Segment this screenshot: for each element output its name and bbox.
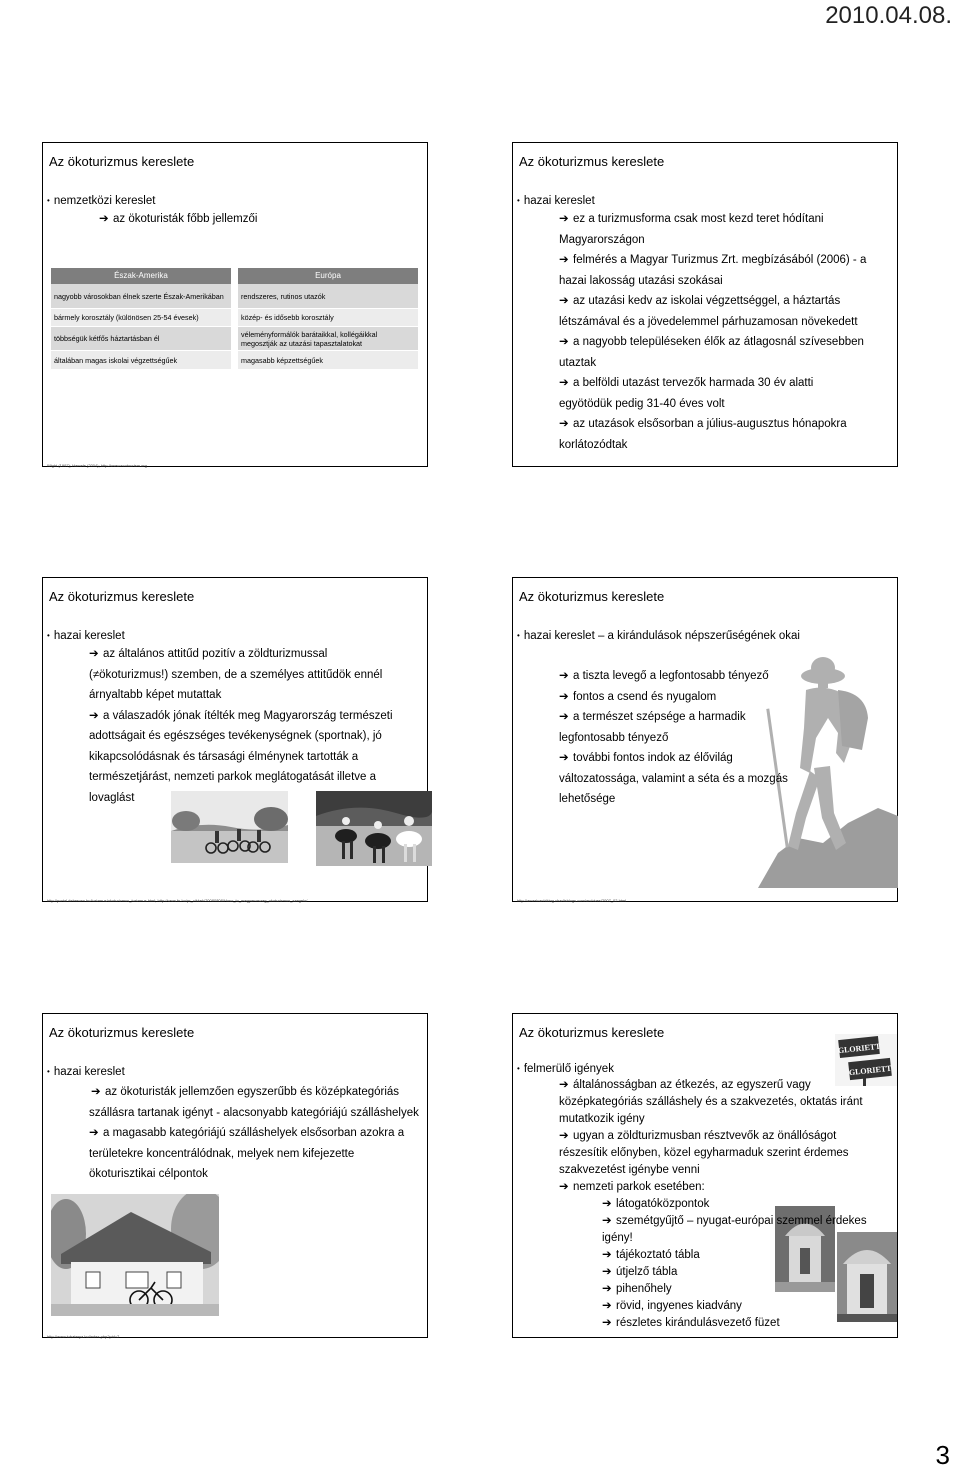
slide-3	[42, 577, 428, 902]
slide-title: Az ökoturizmus kereslete	[49, 154, 195, 169]
text-line	[559, 1264, 867, 1281]
text-line	[559, 1315, 867, 1332]
line-text: rövid, ingyenes kiadvány	[616, 1300, 742, 1312]
text-line	[559, 748, 788, 769]
arrow-right-icon: ➔	[89, 648, 99, 660]
slide-title: Az ökoturizmus kereslete	[519, 589, 665, 604]
horse-riders-photo	[316, 791, 432, 866]
line-text: középkategóriás szálláshely és a szakvezetés, oktatás iránt	[559, 1096, 863, 1108]
table-cell: általában magas iskolai végzettségűek	[51, 351, 231, 370]
line-text: árnyaltabb képet mutattak	[89, 689, 222, 701]
text-line	[559, 435, 866, 456]
line-text: a nagyobb településeken élők az átlagosnál szívesebben	[573, 336, 864, 348]
slide-title: Az ökoturizmus kereslete	[519, 1025, 665, 1040]
arrow-right-icon: ➔	[559, 711, 569, 723]
line-text: további fontos indok az élővilág	[573, 752, 733, 764]
line-text: létszámával és a jövedelemmel párhuzamosan növekedett	[559, 315, 858, 328]
subtitle-text: az ökoturisták főbb jellemzői	[113, 213, 258, 225]
text-line	[559, 1230, 867, 1247]
arrow-right-icon: ➔	[602, 1300, 612, 1312]
line-text: utaztak	[559, 356, 597, 369]
arrow-right-icon: ➔	[99, 213, 109, 225]
line-text: változatossága, valamint a séta és a mozgás	[559, 772, 788, 785]
table-cell: nagyobb városokban élnek szerte Észak-Amerikában	[51, 284, 231, 309]
line-text: területekre koncentrálódnak, melyek nem kifejezette	[89, 1147, 355, 1160]
text-line	[89, 1082, 419, 1103]
line-text: tájékoztató tábla	[616, 1249, 700, 1261]
line-text: ez a turizmusforma csak most kezd teret hódítani	[573, 213, 824, 225]
slide-1	[42, 142, 428, 467]
slide-title: Az ökoturizmus kereslete	[49, 589, 195, 604]
text-line	[89, 685, 393, 706]
text-line	[559, 312, 866, 333]
line-text: Magyarországon	[559, 233, 645, 246]
arrow-right-icon: ➔	[559, 690, 569, 703]
line-text: kikapcsolódásnak és társasági élménynek tartották a	[89, 750, 359, 763]
arrow-right-icon: ➔	[602, 1317, 612, 1329]
line-text: az általános attitűd pozitív a zöldturizmussal	[103, 648, 328, 660]
line-text: az utazási kedv az iskolai végzettséggel, a háztartás	[573, 295, 841, 307]
text-line	[559, 728, 788, 749]
arrow-right-icon: ➔	[559, 752, 569, 764]
arrow-right-icon: ➔	[559, 1130, 569, 1142]
bullet-text: • hazai kereslet	[517, 191, 595, 213]
text-line	[559, 1094, 867, 1111]
text-line	[559, 1077, 867, 1094]
arrow-right-icon: ➔	[602, 1283, 612, 1295]
source-citation: http://americanhiking.charlisblogs.com/archives/2007_02.html	[517, 898, 627, 903]
text-line	[559, 1162, 867, 1179]
line-text: részesítik előnyben, közel egyharmaduk szerint érdemes	[559, 1147, 849, 1159]
text-line	[89, 1144, 419, 1165]
cyclists-photo	[171, 791, 288, 863]
line-text: a belföldi utazást tervezők harmada 30 év alatti	[573, 377, 814, 389]
line-text: a magasabb kategóriájú szálláshelyek elsősorban azokra a	[103, 1127, 405, 1139]
text-block	[559, 1077, 867, 1332]
slide-5	[42, 1013, 428, 1338]
text-line	[559, 414, 866, 435]
line-text: adottságait és egészséges tevékenységnek (sportnak), jó	[89, 730, 382, 742]
text-line	[559, 394, 866, 415]
arrow-right-icon: ➔	[91, 1086, 101, 1098]
table-cell: véleményformálók barátaikkal, kollégáikkal megosztják az utazási tapasztalatokat	[238, 327, 418, 351]
table-cell: rendszeres, rutinos utazók	[238, 284, 418, 309]
line-text: szállásra tartanak igényt - alacsonyabb kategóriájú szálláshelyek	[89, 1106, 419, 1119]
source-citation: http://www.tubaterya.hu/index.php?pid=2	[47, 1334, 120, 1339]
arrow-right-icon: ➔	[559, 1079, 569, 1091]
line-text: a tiszta levegő a legfontosabb tényező	[573, 670, 769, 682]
arrow-right-icon: ➔	[559, 1181, 569, 1193]
line-text: a válaszadók jónak ítélték meg Magyarország természeti	[103, 709, 393, 722]
table-cell: közép- és idősebb korosztály	[238, 309, 418, 327]
arrow-right-icon: ➔	[602, 1198, 612, 1210]
line-text: általánosságban az étkezés, az egyszerű vagy	[573, 1079, 811, 1091]
line-text: ugyan a zöldturizmusban résztvevők az önállóságot	[573, 1130, 837, 1142]
bullet-text: • hazai kereslet	[47, 1062, 125, 1084]
source-citation: Wight (1997); Hamele (2004); http://www.ecotourism.org	[47, 463, 147, 468]
line-text: az ökoturisták jellemzően egyszerűbb és középkategóriás	[105, 1086, 400, 1098]
arrow-right-icon: ➔	[602, 1215, 612, 1227]
line-text: fontos a csend és nyugalom	[573, 690, 717, 703]
text-line	[89, 706, 393, 727]
line-text: részletes kirándulásvezető füzet	[616, 1317, 780, 1329]
arrow-right-icon: ➔	[559, 377, 569, 389]
line-text: pihenőhely	[616, 1283, 672, 1295]
text-line	[559, 209, 866, 230]
text-line	[559, 271, 866, 292]
text-line	[559, 1213, 867, 1230]
line-text: látogatóközpontok	[616, 1198, 710, 1210]
table-cell: többségük kétfős háztartásban él	[51, 327, 231, 351]
text-line	[559, 1196, 867, 1213]
line-text: korlátozódtak	[559, 438, 628, 451]
line-text: egyötödük pedig 31-40 éves volt	[559, 397, 725, 410]
arrow-right-icon: ➔	[559, 213, 569, 225]
bullet-text: • hazai kereslet	[47, 626, 125, 648]
text-line	[559, 1145, 867, 1162]
table-column-europe	[238, 268, 418, 370]
text-line	[559, 1281, 867, 1298]
text-line	[559, 291, 866, 312]
line-text: (≠ökoturizmus!) szemben, de a személyes attitűdök ennél	[89, 668, 383, 681]
text-line	[559, 1179, 867, 1196]
text-line	[89, 665, 393, 686]
text-line	[559, 1111, 867, 1128]
text-line	[89, 1103, 419, 1124]
text-line	[559, 230, 866, 251]
text-line	[559, 1128, 867, 1145]
text-line	[559, 687, 788, 708]
text-line	[559, 1298, 867, 1315]
line-text: az utazások elsősorban a július-augusztus hónapokra	[573, 418, 847, 430]
text-line	[89, 1164, 419, 1185]
table-header-north-america: Észak-Amerika	[51, 268, 231, 284]
line-text: hazai lakosság utazási szokásai	[559, 274, 723, 287]
line-text: lovaglást	[89, 791, 135, 804]
text-line	[89, 1123, 419, 1144]
text-line	[559, 666, 788, 687]
table-cell: bármely korosztály (különösen 25-54 évesek)	[51, 309, 231, 327]
text-line	[89, 726, 393, 747]
line-text: útjelző tábla	[616, 1266, 678, 1278]
page-number: 3	[935, 1440, 950, 1470]
line-text: szemétgyűjtő – nyugat-európai szemmel érdekes	[616, 1215, 867, 1227]
bullet-text: • hazai kereslet – a kirándulások népszerűségének okai	[517, 626, 800, 648]
slide-title: Az ökoturizmus kereslete	[49, 1025, 195, 1040]
line-text: igény!	[602, 1232, 633, 1244]
sign-text-bottom: GLORIETT	[848, 1063, 892, 1078]
slide-6	[512, 1013, 898, 1338]
text-block	[559, 209, 866, 455]
line-text: mutatkozik igény	[559, 1113, 645, 1125]
text-block	[559, 666, 788, 810]
line-text: lehetősége	[559, 793, 616, 805]
text-line	[559, 769, 788, 790]
text-line	[559, 250, 866, 271]
header-date: 2010.04.08.	[825, 2, 952, 29]
arrow-right-icon: ➔	[559, 418, 569, 430]
text-line	[89, 644, 393, 665]
arrow-right-icon: ➔	[602, 1249, 612, 1261]
text-block	[89, 644, 393, 808]
text-block	[89, 1082, 419, 1185]
table-column-north-america	[51, 268, 231, 370]
line-text: szakvezetést igénybe venni	[559, 1164, 700, 1176]
arrow-right-icon: ➔	[559, 670, 569, 682]
text-line	[559, 332, 866, 353]
arrow-right-icon: ➔	[89, 1127, 99, 1139]
farmhouse-photo	[51, 1194, 219, 1316]
slide-4	[512, 577, 898, 902]
arrow-right-icon: ➔	[602, 1266, 612, 1278]
line-text: felmérés a Magyar Turizmus Zrt. megbízásából (2006) - a	[573, 254, 867, 266]
text-line	[559, 353, 866, 374]
table-header-europe: Európa	[238, 268, 418, 284]
bullet-text: • nemzetközi kereslet	[47, 191, 155, 213]
line-text: ökoturisztikai célpontok	[89, 1168, 208, 1180]
text-line	[559, 373, 866, 394]
line-text: legfontosabb tényező	[559, 731, 669, 744]
text-line	[559, 707, 788, 728]
text-line	[559, 1247, 867, 1264]
line-text: a természet szépsége a harmadik	[573, 711, 746, 723]
sign-text-top: GLORIETT	[837, 1041, 881, 1056]
arrow-right-icon: ➔	[559, 254, 569, 266]
slide-title: Az ökoturizmus kereslete	[519, 154, 665, 169]
bullet-text: • felmerülő igények	[517, 1059, 614, 1081]
arrow-right-icon: ➔	[89, 709, 99, 722]
text-line	[89, 767, 393, 788]
slide-2	[512, 142, 898, 467]
text-line	[559, 789, 788, 810]
line-text: nemzeti parkok esetében:	[573, 1181, 705, 1193]
arrow-right-icon: ➔	[559, 336, 569, 348]
subtitle-line	[99, 209, 257, 230]
line-text: természetjárást, nemzeti parkok meglátogatását illetve a	[89, 771, 376, 783]
source-citation: http://portal.debrecen.hu/turizmus/okoturizmus_turizmus.html; http://www.fn.hu/pr_cikkek/20080808/Hoso_to_magyarorszag_okoturizmus_szegelo/	[47, 898, 308, 903]
text-line	[89, 747, 393, 768]
table-cell: magasabb képzettségűek	[238, 351, 418, 370]
arrow-right-icon: ➔	[559, 295, 569, 307]
